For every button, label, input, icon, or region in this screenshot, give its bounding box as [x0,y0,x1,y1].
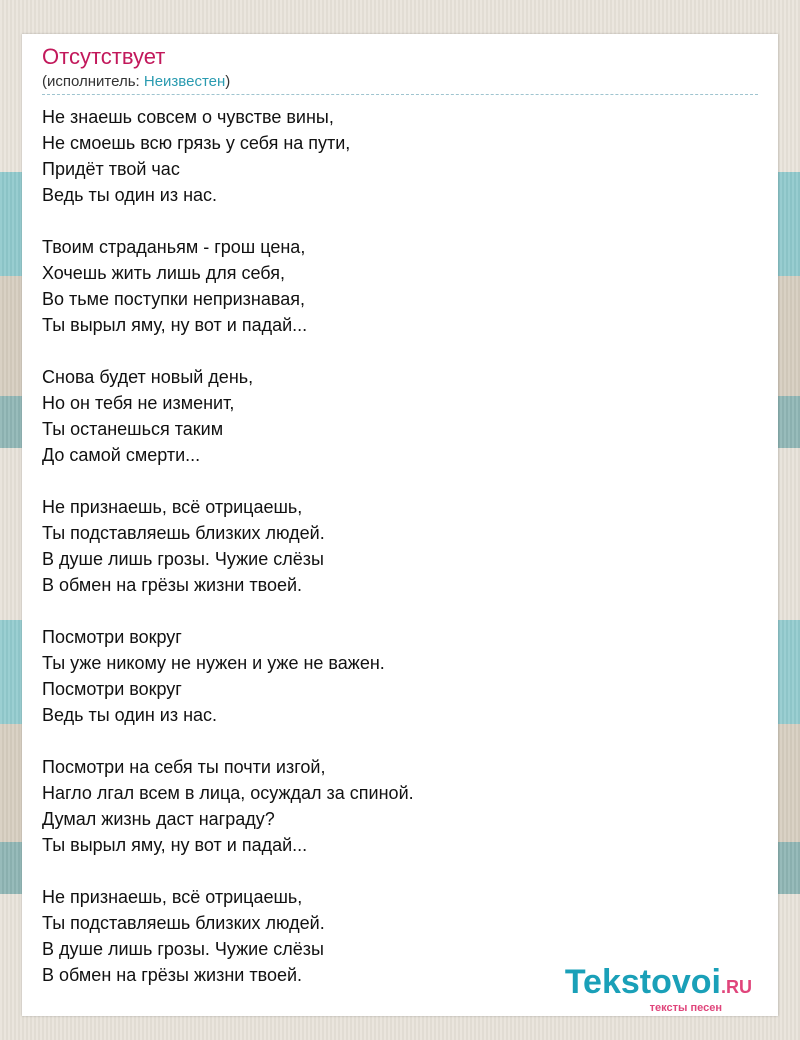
lyric-line: Посмотри вокруг [42,627,182,647]
stanza [42,104,758,208]
artist-link[interactable]: Неизвестен [143,73,226,90]
lyric-line: Не признаешь, всё отрицаешь, [42,887,303,907]
lyric-line: Не знаешь совсем о чувстве вины, [42,107,334,127]
logo-tagline: тексты песен [649,1002,722,1014]
lyric-line: Ты вырыл яму, ну вот и падай... [42,315,308,335]
lyric-line: Твоим страданьям - грош цена, [42,237,306,257]
stanza [42,234,758,338]
logo-tld: .RU [721,977,752,997]
lyrics-text [42,104,758,1014]
artist-suffix: ) [225,73,231,90]
artist-line [42,72,230,92]
lyric-line: Посмотри вокруг [42,679,182,699]
stanza [42,754,758,858]
lyric-line: Не смоешь всю грязь у себя на пути, [42,133,351,153]
lyric-line: Нагло лгал всем в лица, осуждал за спиной. [42,783,414,803]
stanza [42,494,758,598]
lyric-line: Хочешь жить лишь для себя, [42,263,285,283]
lyric-line: Снова будет новый день, [42,367,254,387]
lyric-line: Ты останешься таким [42,419,224,439]
logo-wordmark [565,965,752,1004]
lyric-line: Думал жизнь даст награду? [42,809,275,829]
lyric-line: Ведь ты один из нас. [42,705,218,725]
lyric-line: Но он тебя не изменит, [42,393,235,413]
lyric-line: В обмен на грёзы жизни твоей. [42,575,303,595]
logo-name: Tekstovoi [564,963,721,1001]
lyric-line: Ты уже никому не нужен и уже не важен. [42,653,385,673]
stanza [42,624,758,728]
lyric-line: Не признаешь, всё отрицаешь, [42,497,303,517]
lyric-line: Ведь ты один из нас. [42,185,218,205]
lyric-line: Во тьме поступки непризнавая, [42,289,305,309]
lyric-line: Ты вырыл яму, ну вот и падай... [42,835,308,855]
lyric-line: Придёт твой час [42,159,180,179]
lyric-line: Ты подставляешь близких людей. [42,913,325,933]
stanza [42,364,758,468]
lyrics-card [22,34,778,1016]
site-logo[interactable] [565,965,752,1014]
lyric-line: В обмен на грёзы жизни твоей. [42,965,303,985]
lyric-line: До самой смерти... [42,445,201,465]
lyric-line: В душе лишь грозы. Чужие слёзы [42,549,324,569]
artist-prefix: (исполнитель: [42,73,144,90]
song-title: Отсутствует [42,44,166,69]
divider [42,94,758,95]
lyric-line: Ты подставляешь близких людей. [42,523,325,543]
lyric-line: Посмотри на себя ты почти изгой, [42,757,326,777]
lyric-line: В душе лишь грозы. Чужие слёзы [42,939,324,959]
